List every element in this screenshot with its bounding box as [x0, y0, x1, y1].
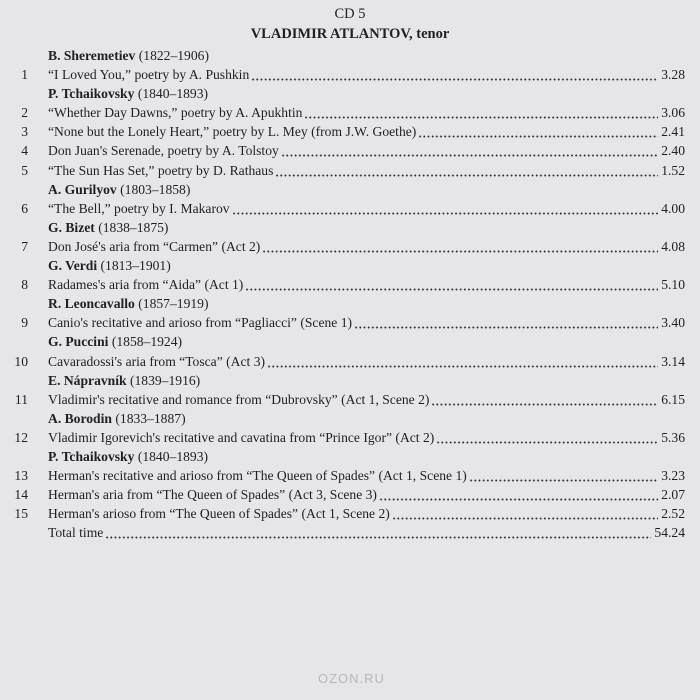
dot-leader [267, 352, 658, 370]
dot-leader [281, 141, 658, 159]
track-line [48, 161, 685, 180]
track-duration: 6.15 [661, 391, 685, 407]
track-title: Total time [48, 525, 104, 541]
dot-leader [262, 237, 658, 255]
track-title: “Whether Day Dawns,” poetry by A. Apukhtin [48, 105, 303, 121]
track-number: 12 [14, 429, 28, 445]
track-number: 1 [21, 67, 28, 83]
track-row [0, 485, 700, 504]
composer-heading [0, 256, 700, 275]
track-duration: 3.23 [661, 468, 685, 484]
track-line [48, 275, 685, 294]
dot-leader [251, 65, 658, 83]
track-line [48, 466, 685, 485]
track-duration: 2.41 [661, 124, 685, 140]
track-duration: 2.52 [661, 506, 685, 522]
track-line [48, 504, 685, 523]
track-number: 9 [21, 315, 28, 331]
composer-heading [0, 447, 700, 466]
composer-dates: (1803–1858) [120, 181, 191, 197]
track-line [48, 199, 685, 218]
artist-title: VLADIMIR ATLANTOV, tenor [250, 26, 450, 42]
dot-leader [275, 161, 658, 179]
track-line [48, 390, 685, 409]
track-row [0, 237, 700, 256]
track-line [48, 141, 685, 160]
dot-leader [304, 103, 658, 121]
track-line [48, 428, 685, 447]
dot-leader [469, 466, 658, 484]
track-title: “The Sun Has Set,” poetry by D. Rathaus [48, 162, 274, 178]
track-row [0, 313, 700, 332]
track-title: Herman's recitative and arioso from “The Queen of Spades” (Act 1, Scene 1) [48, 468, 467, 484]
track-number: 15 [14, 506, 28, 522]
dot-leader [245, 275, 658, 293]
dot-leader [354, 313, 658, 331]
track-duration: 3.14 [661, 353, 685, 369]
total-time-row [0, 523, 700, 542]
track-title: Don Juan's Serenade, poetry by A. Tolstoy [48, 143, 279, 159]
track-line [48, 523, 685, 542]
track-row [0, 275, 700, 294]
track-duration: 2.07 [661, 487, 685, 503]
track-number: 3 [21, 124, 28, 140]
composer-dates: (1838–1875) [98, 219, 169, 235]
composer-heading [0, 218, 700, 237]
composer-dates: (1840–1893) [137, 448, 209, 464]
track-title: “The Bell,” poetry by I. Makarov [48, 200, 230, 216]
track-line [48, 485, 685, 504]
dot-leader [105, 523, 651, 541]
track-duration: 3.40 [661, 315, 685, 331]
composer-name: G. Puccini [48, 334, 109, 350]
track-duration: 5.36 [661, 429, 685, 445]
dot-leader [379, 485, 658, 503]
track-line [48, 122, 685, 141]
composer-name: A. Borodin [48, 410, 112, 426]
dot-leader [431, 390, 658, 408]
track-number: 6 [21, 200, 28, 216]
track-line [48, 237, 685, 256]
track-line [48, 103, 685, 122]
track-row [0, 161, 700, 180]
track-row [0, 103, 700, 122]
composer-name: B. Sheremetiev [48, 48, 136, 63]
track-line [48, 313, 685, 332]
composer-name: P. Tchaikovsky [48, 448, 135, 464]
track-row [0, 352, 700, 371]
composer-heading [0, 409, 700, 428]
track-number: 5 [21, 162, 28, 178]
composer-name: G. Verdi [48, 258, 98, 274]
composer-name: P. Tchaikovsky [48, 86, 135, 102]
track-row [0, 390, 700, 409]
track-title: “I Loved You,” poetry by A. Pushkin [48, 67, 250, 83]
composer-heading [0, 371, 700, 390]
composer-heading [0, 332, 700, 351]
track-row [0, 65, 700, 84]
track-number: 10 [14, 353, 28, 369]
composer-dates: (1840–1893) [137, 86, 209, 102]
track-duration: 5.10 [661, 277, 685, 293]
track-title: Don José's aria from “Carmen” (Act 2) [48, 238, 261, 254]
composer-name: R. Leoncavallo [48, 296, 135, 312]
composer-dates: (1822–1906) [138, 48, 209, 63]
track-number: 8 [21, 277, 28, 293]
dot-leader [232, 199, 659, 217]
cd-number: CD 5 [334, 6, 366, 22]
track-row [0, 122, 700, 141]
track-duration: 2.40 [661, 143, 685, 159]
track-number: 4 [21, 143, 28, 159]
composer-heading [0, 294, 700, 313]
track-duration: 3.06 [661, 105, 685, 121]
composer-heading [0, 84, 700, 103]
track-row [0, 466, 700, 485]
track-number: 13 [14, 468, 28, 484]
track-title: Cavaradossi's aria from “Tosca” (Act 3) [48, 353, 266, 369]
composer-name: A. Gurilyov [48, 181, 117, 197]
composer-dates: (1833–1887) [115, 410, 186, 426]
track-number: 7 [21, 238, 28, 254]
track-row [0, 428, 700, 447]
composer-dates: (1839–1916) [129, 372, 201, 388]
track-title: Radames's aria from “Aida” (Act 1) [48, 277, 244, 293]
composer-name: G. Bizet [48, 219, 95, 235]
composer-heading [0, 180, 700, 199]
dot-leader [392, 504, 658, 522]
dot-leader [436, 428, 658, 446]
track-duration: 4.08 [661, 238, 685, 254]
track-line [48, 65, 685, 84]
track-title: “None but the Lonely Heart,” poetry by L. Mey (from J.W. Goethe) [48, 124, 417, 140]
track-row [0, 199, 700, 218]
track-duration: 3.28 [661, 67, 685, 83]
composer-dates: (1857–1919) [138, 296, 209, 312]
track-duration: 54.24 [654, 525, 685, 541]
track-duration: 4.00 [661, 200, 685, 216]
track-row [0, 141, 700, 160]
dot-leader [418, 122, 658, 140]
track-title: Vladimir's recitative and romance from “Dubrovsky” (Act 1, Scene 2) [48, 391, 430, 407]
track-line [48, 352, 685, 371]
composer-dates: (1813–1901) [100, 258, 171, 274]
track-title: Canio's recitative and arioso from “Pagliacci” (Scene 1) [48, 315, 353, 331]
track-number: 11 [14, 391, 28, 407]
track-title: Herman's aria from “The Queen of Spades” (Act 3, Scene 3) [48, 487, 377, 503]
track-title: Vladimir Igorevich's recitative and cavatina from “Prince Igor” (Act 2) [48, 429, 435, 445]
composer-dates: (1858–1924) [111, 334, 183, 350]
track-title: Herman's arioso from “The Queen of Spades” (Act 1, Scene 2) [48, 506, 390, 522]
track-row [0, 504, 700, 523]
track-number: 2 [21, 105, 28, 121]
composer-name: E. Nápravník [48, 372, 127, 388]
track-duration: 1.52 [661, 162, 685, 178]
track-number: 14 [14, 487, 28, 503]
watermark: OZON.RU [318, 671, 385, 686]
tracklist [0, 46, 700, 542]
composer-heading [0, 46, 700, 65]
